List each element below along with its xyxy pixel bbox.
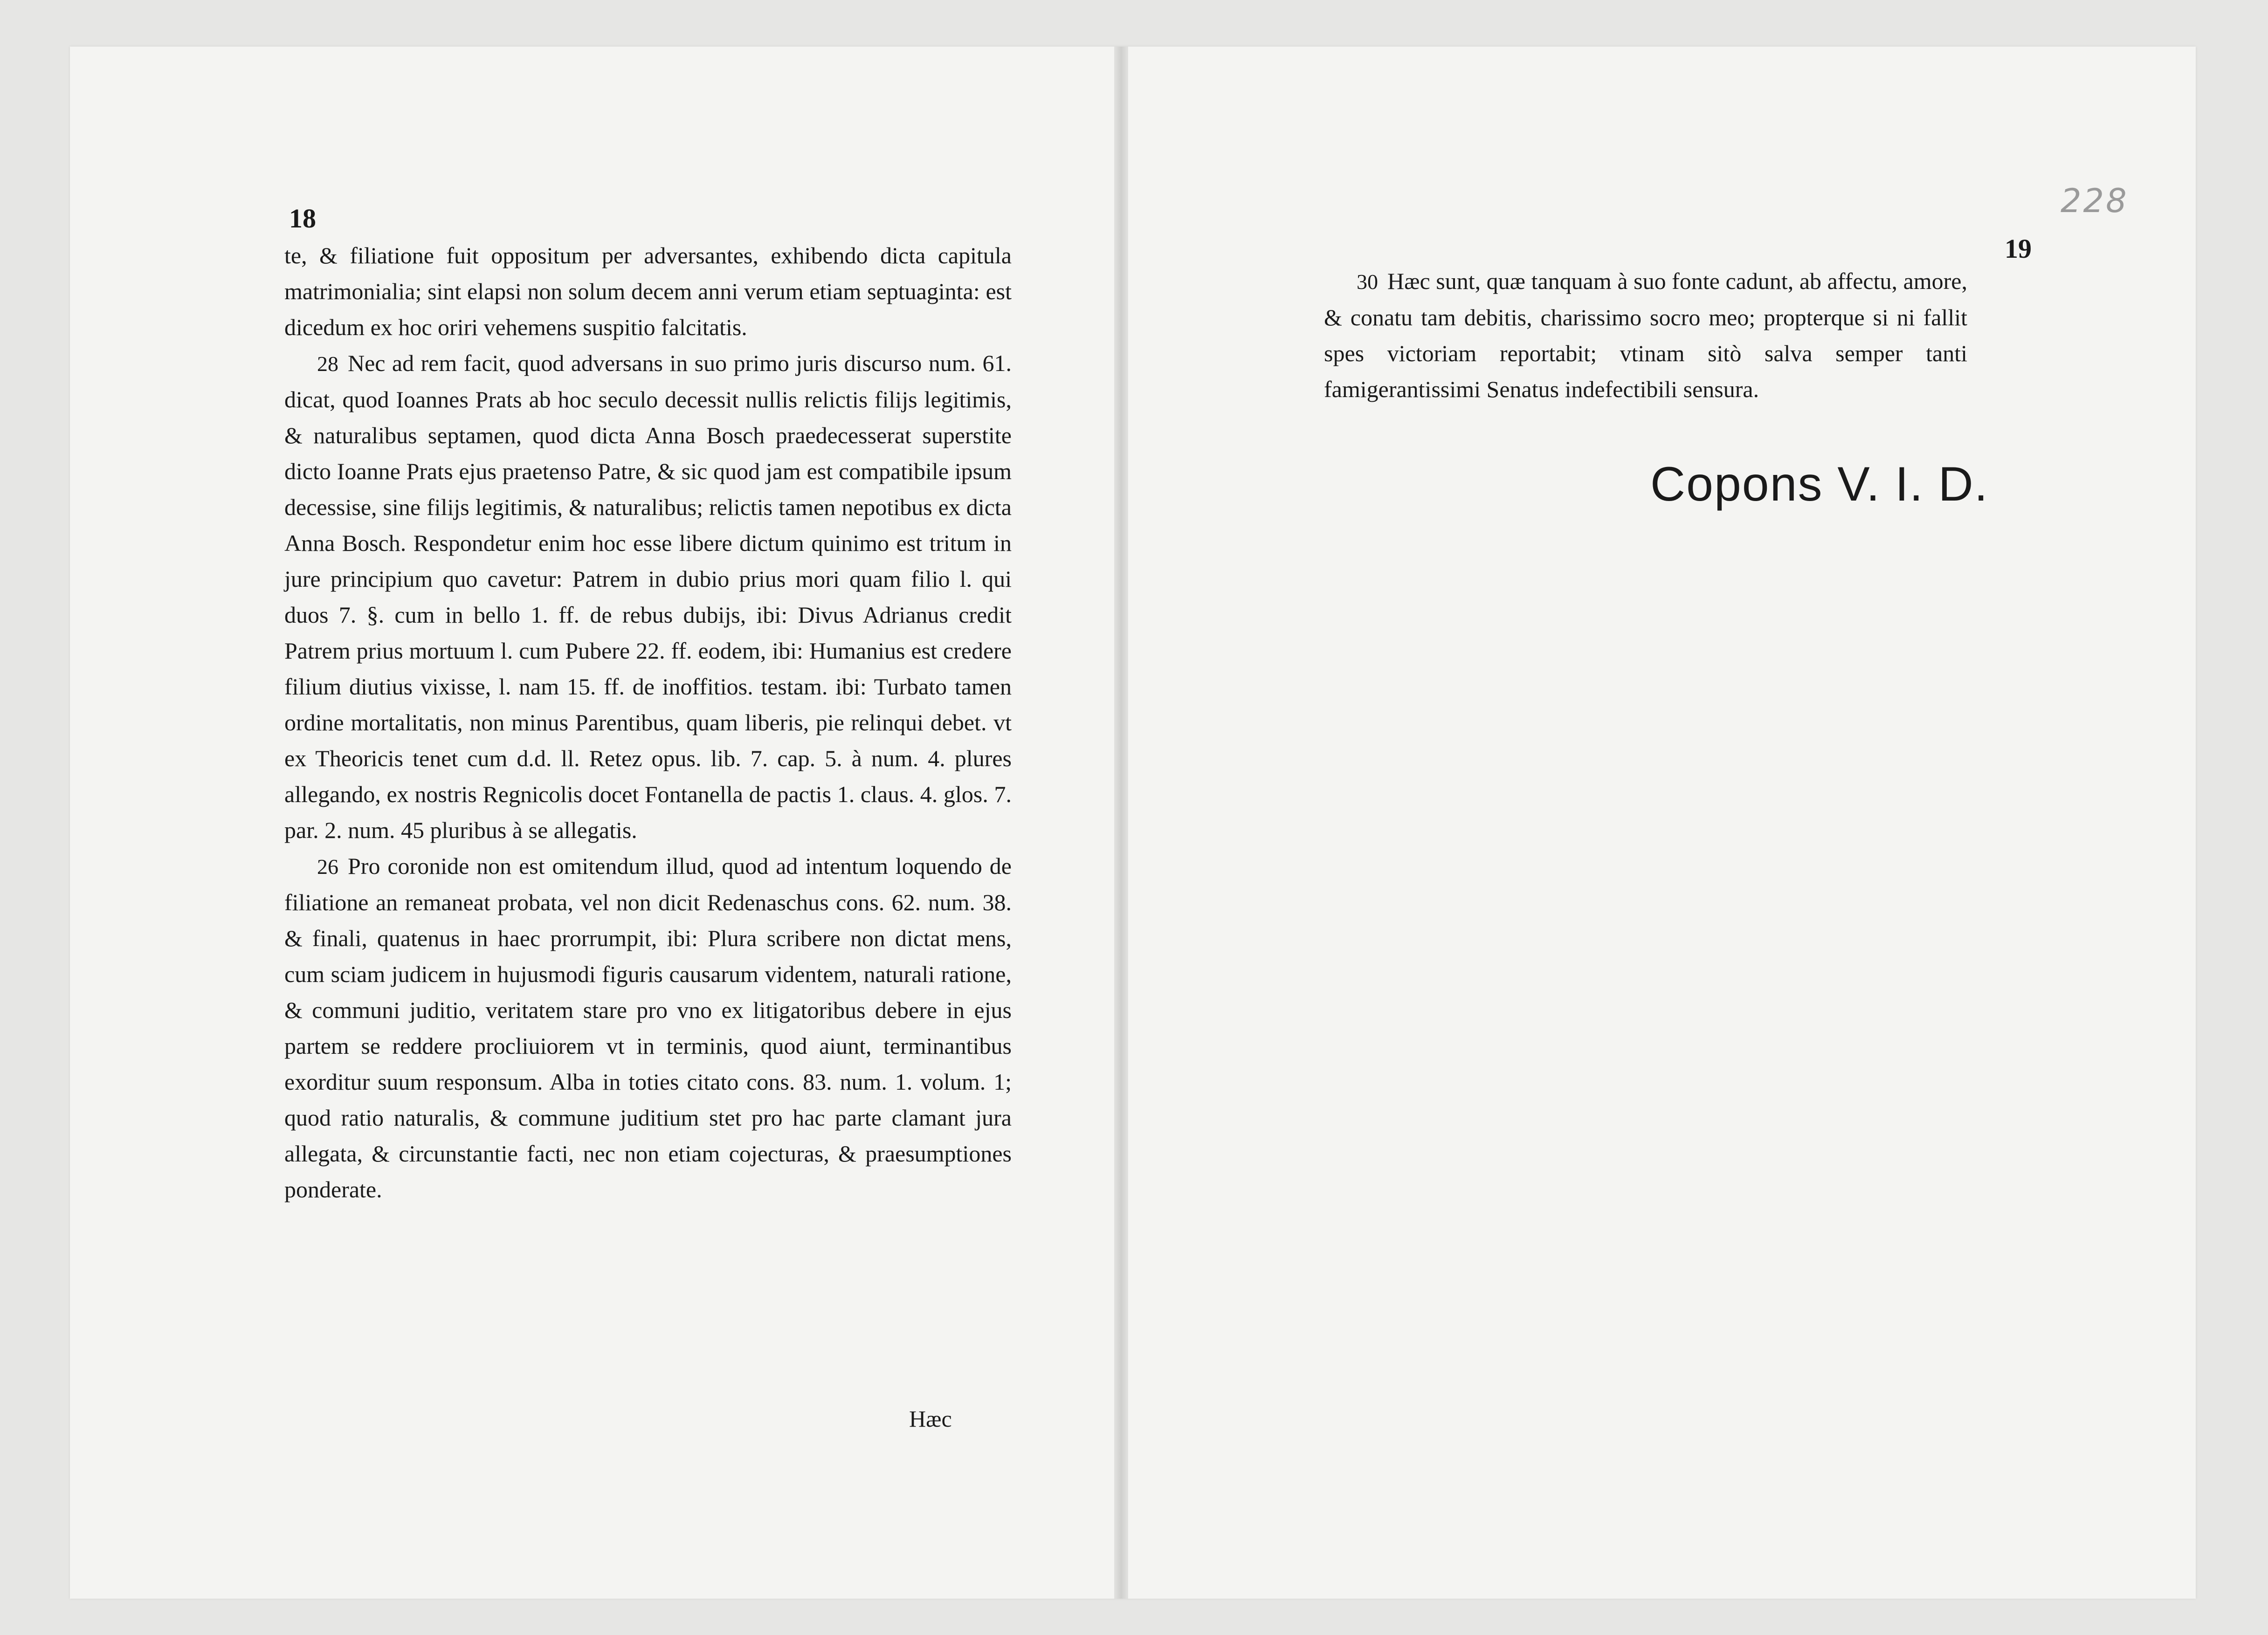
paragraph-number: 26 [317, 855, 338, 879]
paragraph-continued [284, 238, 1012, 345]
paragraph-text: Nec ad rem facit, quod adversans in suo primo juris discurso num. 61. dicat, quod Ioannes Prats ab hoc seculo decessit nullis relictis filijs legitimis, & naturalibus septamen, quod dicta Anna Bosch praedecesserat superstite dicto Ioanne Prats ejus praetenso Patre, & sic quod jam est compatibile ipsum decessise, sine filijs legitimis, & naturalibus; relictis tamen nepotibus ex dicta Anna Bosch. Respondetur enim hoc esse libere dictum quinimo est tritum in jure principium quo cavetur: Patrem in dubio prius mori quam filio l. qui duos 7. §. cum in bello 1. ff. de rebus dubijs, ibi: Divus Adrianus credit Patrem prius mortuum l. cum Pubere 22. ff. eodem, ibi: Humanius est credere filium diutius vixisse, l. nam 15. ff. de inoffitios. testam. ibi: Turbato tamen ordine mortalitatis, non minus Parentibus, quam liberis, pie relinqui debet. vt ex Theoricis tenet cum d.d. ll. Retez opus. lib. 7. cap. 5. à num. 4. plures allegando, ex nostris Regnicolis docet Fontanella de pactis 1. claus. 4. glos. 7. par. 2. num. 45 pluribus à se allegatis. [284, 350, 1012, 843]
paragraph-28 [284, 345, 1012, 848]
left-page [70, 47, 1114, 1599]
document-spread [70, 47, 2196, 1599]
paragraph-text: Pro coronide non est omitendum illud, quod ad intentum loquendo de filiatione an remaneat probata, vel non dicit Redenaschus cons. 62. num. 38. & finali, quatenus in haec prorrumpit, ibi: Plura scribere non dictat mens, cum sciam judicem in hujusmodi figuris causarum videntem, naturali ratione, & communi juditio, veritatem stare pro vno ex litigatoribus debere in ejus partem se reddere procliuiorem vt in terminis, quod aiunt, terminantibus exorditur suum responsum. Alba in toties citato cons. 83. num. 1. volum. 1; quod ratio naturalis, & commune juditium stet pro hac parte clamant jura allegata, & circunstantie facti, nec non etiam cojecturas, & praesumptiones ponderate. [284, 853, 1012, 1202]
book-gutter [1114, 47, 1128, 1599]
paragraph-text: Hæc sunt, quæ tanquam à suo fonte cadunt, ab affectu, amore, & conatu tam debitis, charissimo socro meo; propterque si ni fallit spes victoriam reportabit; vtinam sitò salva semper tanti famigerantissimi Senatus indefectibili sensura. [1324, 268, 1967, 402]
paragraph-number: 30 [1357, 270, 1378, 294]
author-signature: Copons V. I. D. [1650, 457, 1989, 511]
left-page-body [284, 238, 1012, 1208]
right-page-number: 19 [2005, 234, 2032, 264]
paragraph-text: te, & filiatione fuit oppositum per adversantes, exhibendo dicta capitula matrimonialia; sint elapsi non solum decem anni verum etiam septuaginta: est dicedum ex hoc oriri vehemens suspitio falcitatis. [284, 242, 1012, 340]
left-page-number: 18 [289, 203, 316, 234]
paragraph-26 [284, 848, 1012, 1208]
archive-folio-mark: 228 [2061, 182, 2129, 220]
right-page-body [1324, 263, 1967, 407]
catchword: Hæc [909, 1406, 952, 1432]
paragraph-30 [1324, 263, 1967, 407]
paragraph-number: 28 [317, 352, 338, 376]
right-page [1128, 47, 2196, 1599]
